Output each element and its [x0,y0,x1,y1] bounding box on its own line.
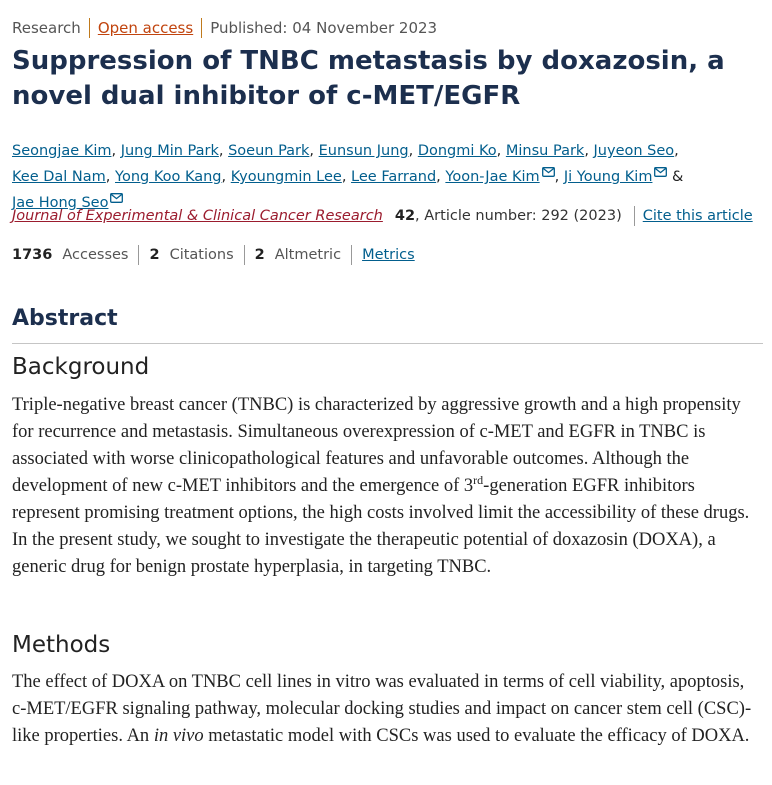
open-access-link[interactable]: Open access [97,19,194,37]
citations-label: Citations [169,247,234,263]
metrics-link[interactable]: Metrics [362,247,415,263]
author-separator: , [105,169,116,185]
background-text-part1: Triple-negative breast cancer (TNBC) is characterized by aggressive growth and a high propensity for recurrence and metastasis. Simultaneous overexpression of c-MET and EGFR in TNBC is associated with worse clinicopathological features and unfavorable outcomes. Although the development of new c-MET inhibitors and the emergence of 3 [12,395,741,496]
author-link[interactable]: Eunsun Jung [318,143,409,159]
author-link[interactable]: Yong Koo Kang [115,169,222,185]
mail-icon[interactable] [542,167,555,177]
author-separator: , [584,143,594,159]
author-separator: , [436,169,446,185]
accesses-label: Accesses [62,247,129,263]
article-metrics [12,245,415,265]
mail-icon[interactable] [110,193,123,203]
methods-text-part1: The effect of DOXA on TNBC cell lines in vitro was evaluated in terms of cell viability, apoptosis, c-MET/EGFR signaling pathway, molecular docking studies and impact on cancer stem cell (CSC)-like properties. An [12,672,752,746]
author-list [12,138,768,216]
author-link[interactable]: Jae Hong Seo [12,195,109,211]
author-link[interactable]: Juyeon Seo [593,143,675,159]
author-separator: & [667,169,684,185]
methods-text-part2: metastatic model with CSCs was used to evaluate the efficacy of DOXA. [203,726,750,746]
publication-date: Published: 04 November 2023 [210,19,438,37]
article-title: Suppression of TNBC metastasis by doxazosin, a novel dual inhibitor of c-MET/EGFR [12,46,725,111]
article-meta-line [12,18,437,38]
author-separator: , [221,169,231,185]
author-separator: , [218,143,229,159]
divider [201,18,202,38]
journal-volume: 42 [394,208,416,224]
author-link[interactable]: Ji Young Kim [563,169,653,185]
background-heading: Background [12,354,150,380]
italic-term: in vivo [153,726,204,746]
abstract-heading: Abstract [12,306,118,331]
divider [244,245,245,265]
author-link[interactable]: Kyoungmin Lee [230,169,342,185]
author-separator: , [408,143,418,159]
author-separator: , [674,143,679,159]
author-link[interactable]: Minsu Park [505,143,585,159]
author-separator: , [496,143,506,159]
author-link[interactable]: Soeun Park [228,143,310,159]
divider [89,18,90,38]
divider [634,206,635,226]
citations-count: 2 [149,247,160,263]
journal-link[interactable]: Journal of Experimental & Clinical Cancer Research [12,208,383,224]
altmetric-label: Altmetric [274,247,342,263]
background-text-part2: -generation EGFR inhibitors represent promising treatment options, the high costs involved limit the accessibility of these drugs. In the present study, we sought to investigate the therapeutic potential of doxazosin (DOXA), a generic drug for benign prostate hyperplasia, in targeting TNBC. [12,476,750,577]
mail-icon[interactable] [654,167,667,177]
article-type: Research [12,19,81,37]
divider [138,245,139,265]
author-separator: , [341,169,352,185]
author-separator: , [554,169,564,185]
accesses-count: 1736 [12,247,53,263]
divider [351,245,352,265]
article-number: , Article number: 292 (2023) [415,208,622,224]
author-separator: , [309,143,319,159]
methods-heading: Methods [12,632,111,658]
author-link[interactable]: Dongmi Ko [417,143,497,159]
author-link[interactable]: Jung Min Park [120,143,219,159]
superscript: rd [473,473,484,487]
author-link[interactable]: Seongjae Kim [12,143,112,159]
altmetric-count: 2 [254,247,265,263]
cite-article-link[interactable]: Cite this article [642,208,753,224]
author-link[interactable]: Yoon-Jae Kim [445,169,540,185]
author-separator: , [111,143,121,159]
methods-paragraph [12,669,760,750]
abstract-divider [12,343,763,344]
background-paragraph [12,392,760,581]
citation-line [12,206,753,226]
author-link[interactable]: Lee Farrand [351,169,437,185]
author-link[interactable]: Kee Dal Nam [12,169,106,185]
